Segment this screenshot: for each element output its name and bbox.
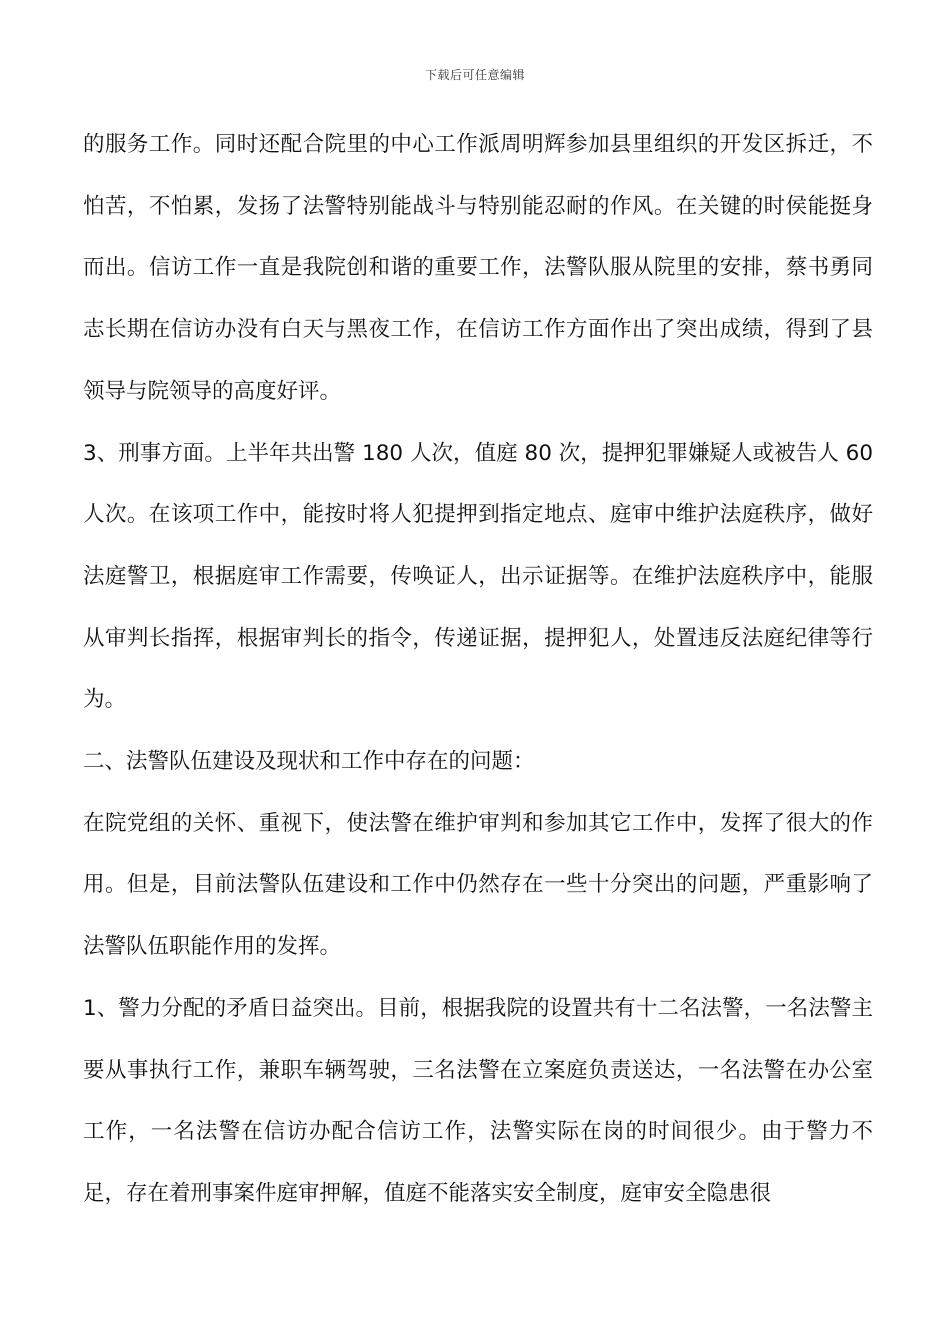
document-body [83, 114, 873, 1225]
page-header-note: 下载后可任意编辑 [424, 68, 525, 82]
paragraph-criminal-work: 3、刑事方面。上半年共出警 180 人次，值庭 80 次，提押犯罪嫌疑人或被告人 60 人次。在该项工作中，能按时将人犯提押到指定地点、庭审中维护法庭秩序，做好法庭警卫，根据庭审工作需要，传唤证人，出示证据等。在维护法庭秩序中，能服从审判长指挥，根据审判长的指令，传递证据，提押犯人，处置违反法庭纪律等行为。 [83, 440, 873, 713]
section-heading-problems: 二、法警队伍建设及现状和工作中存在的问题： [83, 749, 535, 775]
paragraph-staffing-issue: 1、警力分配的矛盾日益突出。目前，根据我院的设置共有十二名法警，一名法警主要从事执行工作，兼职车辆驾驶，三名法警在立案庭负责送达，一名法警在办公室工作，一名法警在信访办配合信访工作，法警实际在岗的时间很少。由于警力不足，存在着刑事案件庭审押解，值庭不能落实安全制度，庭审安全隐患很 [83, 995, 873, 1206]
paragraph-team-status: 在院党组的关怀、重视下，使法警在维护审判和参加其它工作中，发挥了很大的作用。但是，目前法警队伍建设和工作中仍然存在一些十分突出的问题，严重影响了法警队伍职能作用的发挥。 [83, 810, 873, 960]
paragraph-service-work: 的服务工作。同时还配合院里的中心工作派周明辉参加县里组织的开发区拆迁，不怕苦，不怕累，发扬了法警特别能战斗与特别能忍耐的作风。在关键的时侯能挺身而出。信访工作一直是我院创和谐的重要工作，法警队服从院里的安排，蔡书勇同志长期在信访办没有白天与黑夜工作，在信访工作方面作出了突出成绩，得到了县领导与院领导的高度好评。 [83, 132, 873, 404]
